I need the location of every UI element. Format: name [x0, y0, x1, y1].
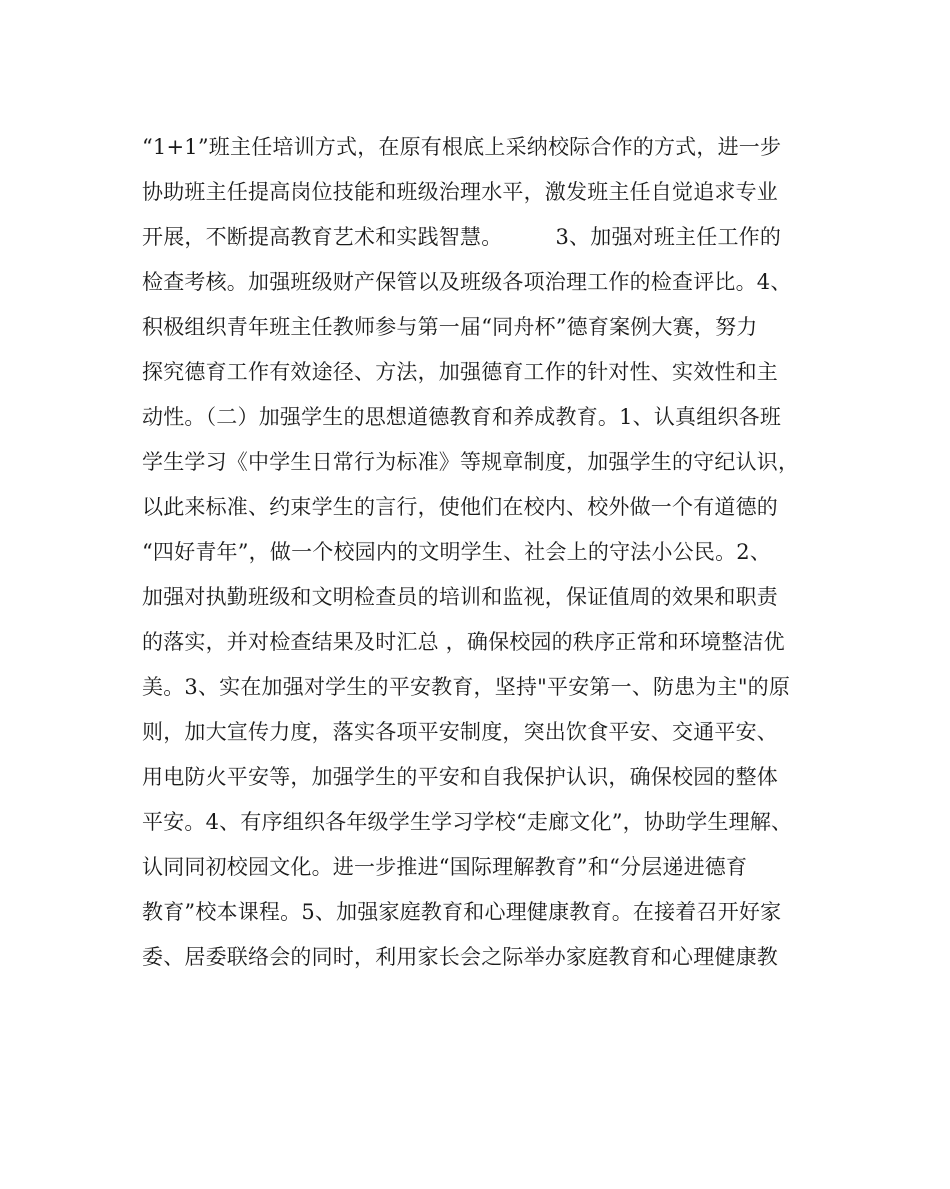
text-line-9: 以此来标准、约束学生的言行，使他们在校内、校外做一个有道德的 — [142, 495, 778, 519]
text-line-19: 委、居委联络会的同时，利用家长会之际举办家庭教育和心理健康教 — [142, 945, 778, 969]
text-line-14: 则，加大宣传力度，落实各项平安制度，突出饮食平安、交通平安、 — [142, 720, 778, 744]
text-line-8: 学生学习《中学生日常行为标准》等规章制度，加强学生的守纪认识， — [142, 450, 800, 474]
text-line-13: 美。3、实在加强对学生的平安教育，坚持"平安第一、防患为主"的原 — [142, 675, 791, 699]
text-line-10: “四好青年”，做一个校园内的文明学生、社会上的守法小公民。2、 — [142, 540, 772, 564]
text-line-12: 的落实，并对检查结果及时汇总 ，确保校园的秩序正常和环境整洁优 — [142, 630, 785, 654]
text-line-7: 动性。（二）加强学生的思想道德教育和养成教育。1、认真组织各班 — [142, 405, 782, 429]
text-line-6: 探究德育工作有效途径、方法，加强德育工作的针对性、实效性和主 — [142, 360, 778, 384]
text-line-15: 用电防火平安等，加强学生的平安和自我保护认识，确保校园的整体 — [142, 765, 778, 789]
body-text — [142, 127, 822, 982]
text-line-11: 加强对执勤班级和文明检查员的培训和监视，保证值周的效果和职责 — [142, 585, 778, 609]
text-line-18: 教育”校本课程。5、加强家庭教育和心理健康教育。在接着召开好家 — [142, 900, 782, 924]
text-line-2: 协助班主任提高岗位技能和班级治理水平，激发班主任自觉追求专业 — [142, 180, 778, 204]
text-line-17: 认同同初校园文化。进一步推进“国际理解教育”和“分层递进德育 — [142, 855, 748, 879]
text-line-5: 积极组织青年班主任教师参与第一届“同舟杯”德育案例大赛，努力 — [142, 315, 758, 339]
text-line-16: 平安。4、有序组织各年级学生学习学校“走廊文化”，协助学生理解、 — [142, 810, 793, 834]
text-line-1: “1+1”班主任培训方式，在原有根底上采纳校际合作的方式，进一步 — [142, 135, 782, 159]
text-line-3: 开展，不断提高教育艺术和实践智慧。 3、加强对班主任工作的 — [142, 225, 782, 249]
text-line-4: 检查考核。加强班级财产保管以及班级各项治理工作的检查评比。4、 — [142, 270, 792, 294]
